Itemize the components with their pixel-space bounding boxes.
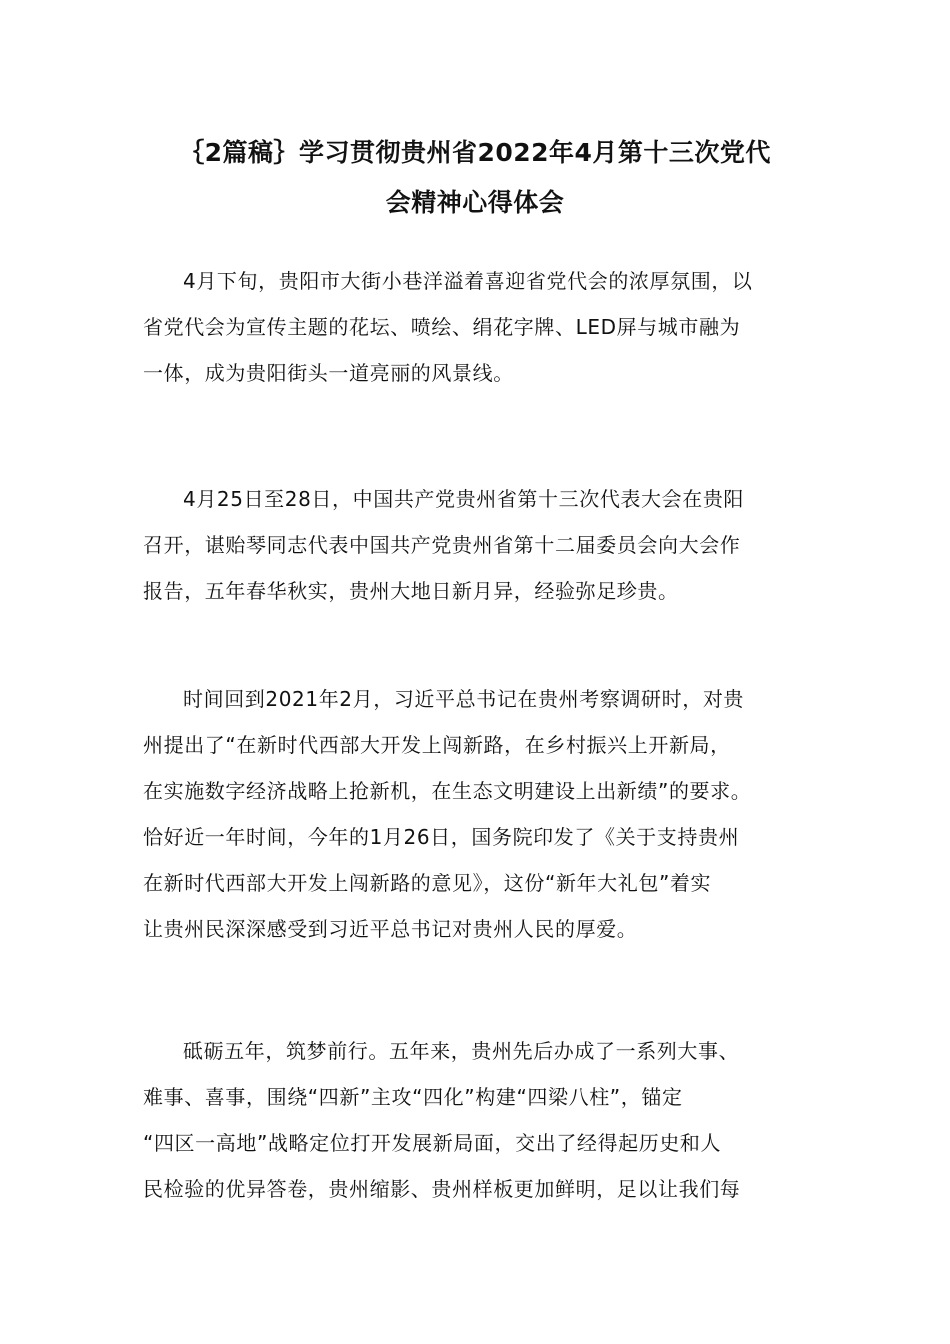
paragraph-2	[143, 476, 833, 614]
paragraph-line: 在新时代西部大开发上闯新路的意见》，这份“新年大礼包”着实	[143, 871, 712, 895]
paragraph-3	[143, 676, 833, 952]
paragraph-line: 砥砺五年，筑梦前行。五年来，贵州先后办成了一系列大事、	[183, 1039, 740, 1063]
title-line: ｛2篇稿｝学习贯彻贵州省2022年4月第十三次党代	[179, 138, 771, 167]
paragraph-line: “四区一高地”战略定位打开发展新局面，交出了经得起历史和人	[143, 1131, 722, 1155]
paragraph-line: 一体，成为贵阳街头一道亮丽的风景线。	[143, 361, 514, 385]
paragraph-line: 报告，五年春华秋实，贵州大地日新月异，经验弥足珍贵。	[143, 579, 679, 603]
paragraph-line: 让贵州民深深感受到习近平总书记对贵州人民的厚爱。	[143, 917, 638, 941]
paragraph-line: 难事、喜事，围绕“四新”主攻“四化”构建“四梁八柱”，锚定	[143, 1085, 683, 1109]
paragraph-line: 在实施数字经济战略上抢新机，在生态文明建设上出新绩”的要求。	[143, 779, 752, 803]
paragraph-line: 召开，谌贻琴同志代表中国共产党贵州省第十二届委员会向大会作	[143, 533, 741, 557]
paragraph-line: 省党代会为宣传主题的花坛、喷绘、绢花字牌、LED屏与城市融为	[143, 315, 741, 339]
paragraph-line: 民检验的优异答卷，贵州缩影、贵州样板更加鲜明，足以让我们每	[143, 1177, 741, 1201]
document-title	[100, 128, 850, 228]
paragraph-line: 4月下旬，贵阳市大街小巷洋溢着喜迎省党代会的浓厚氛围，以	[183, 269, 753, 293]
paragraph-line: 时间回到2021年2月，习近平总书记在贵州考察调研时，对贵	[183, 687, 745, 711]
paragraph-4	[143, 1028, 833, 1212]
title-line: 会精神心得体会	[385, 188, 565, 217]
paragraph-1	[143, 258, 833, 396]
paragraph-line: 4月25日至28日，中国共产党贵州省第十三次代表大会在贵阳	[183, 487, 745, 511]
paragraph-line: 州提出了“在新时代西部大开发上闯新路，在乡村振兴上开新局，	[143, 733, 731, 757]
paragraph-line: 恰好近一年时间，今年的1月26日，国务院印发了《关于支持贵州	[143, 825, 740, 849]
